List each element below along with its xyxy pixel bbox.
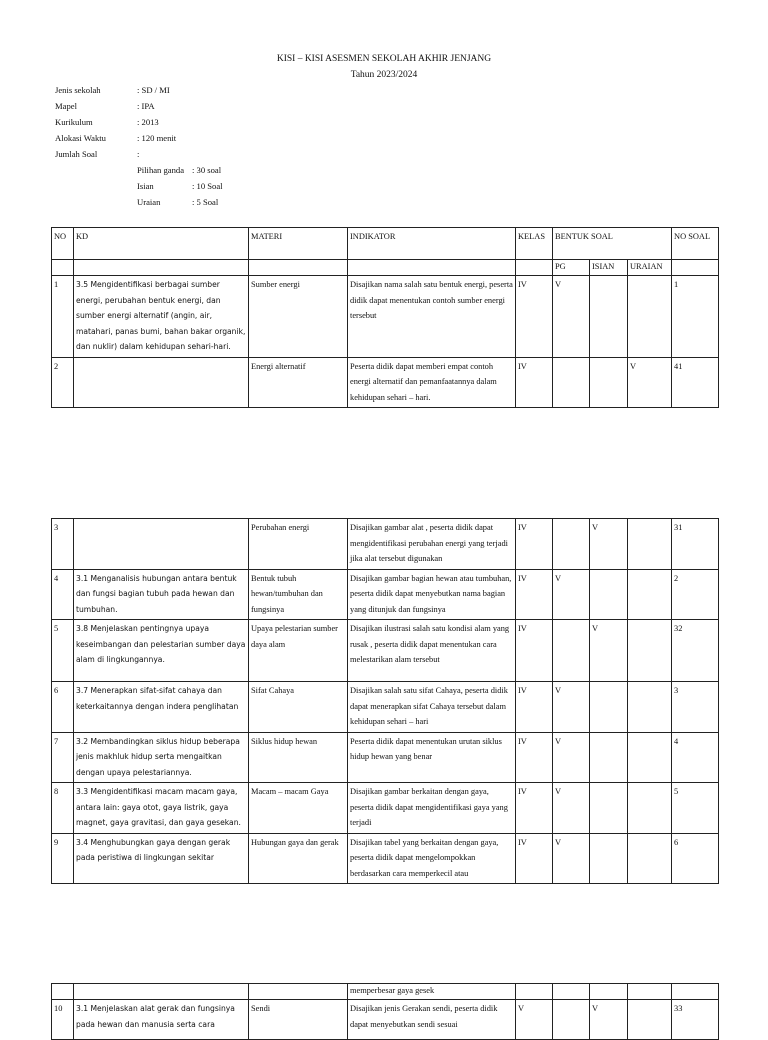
header-no-soal: NO SOAL — [672, 228, 719, 260]
cell-pg: V — [553, 732, 590, 783]
document-title: KISI – KISI ASESMEN SEKOLAH AKHIR JENJANG — [276, 54, 492, 64]
cell-materi: Sendi — [249, 1000, 348, 1040]
soal-breakdown — [137, 165, 337, 213]
cell-pg: V — [553, 276, 590, 358]
soal-value: : 5 Soal — [192, 197, 219, 207]
cell-no: 3 — [52, 519, 74, 570]
cell-uraian — [628, 783, 672, 834]
cell-pg — [553, 357, 590, 408]
cell-kd: 3.3 Mengidentifikasi macam macam gaya, antara lain: gaya otot, gaya listrik, gaya magnet, gaya gravitasi, dan gaya gesekan. — [74, 783, 249, 834]
cell-isian — [590, 783, 628, 834]
cell-no-soal: 32 — [672, 620, 719, 682]
cell-kelas: IV — [516, 783, 553, 834]
cell-indikator: Disajikan gambar berkaitan dengan gaya, peserta didik dapat mengidentifikasi gaya yang terjadi — [348, 783, 516, 834]
cell-indikator: Disajikan ilustrasi salah satu kondisi alam yang rusak , peserta didik dapat menentukan cara melestarikan alam tersebut — [348, 620, 516, 682]
cell-indikator: Disajikan tabel yang berkaitan dengan gaya, peserta didik dapat mengelompokkan berdasarkan cara memperkecil atau — [348, 833, 516, 884]
cell-no: 8 — [52, 783, 74, 834]
cell-uraian — [628, 519, 672, 570]
cell-materi: Hubungan gaya dan gerak — [249, 833, 348, 884]
blank-cell — [516, 984, 553, 1000]
cell-kelas: IV — [516, 569, 553, 620]
header-pg: PG — [553, 260, 590, 276]
cell-pg: V — [553, 783, 590, 834]
meta-value: : — [137, 149, 140, 159]
cell-no: 4 — [52, 569, 74, 620]
cell-kd — [74, 519, 249, 570]
cell-kd: 3.4 Menghubungkan gaya dengan gerak pada peristiwa di lingkungan sekitar — [74, 833, 249, 884]
cell-no: 1 — [52, 276, 74, 358]
header-isian: ISIAN — [590, 260, 628, 276]
meta-label: Alokasi Waktu — [55, 133, 106, 143]
header-indikator: INDIKATOR — [348, 228, 516, 260]
cell-materi: Energi alternatif — [249, 357, 348, 408]
blank-cell — [672, 260, 719, 276]
cell-no-soal: 2 — [672, 569, 719, 620]
soal-label: Isian — [137, 181, 154, 191]
header-bentuk-soal: BENTUK SOAL — [553, 228, 672, 260]
cell-materi: Sifat Cahaya — [249, 682, 348, 733]
kisi-table-page-1 — [51, 227, 719, 408]
cell-pg: V — [553, 833, 590, 884]
cell-uraian — [628, 620, 672, 682]
cell-no: 5 — [52, 620, 74, 682]
cell-kelas: IV — [516, 833, 553, 884]
cell-isian — [590, 682, 628, 733]
cell-kd: 3.8 Menjelaskan pentingnya upaya keseimbangan dan pelestarian sumber daya alam di lingkungannya. — [74, 620, 249, 682]
continuation-row — [52, 984, 719, 1000]
cell-isian — [590, 569, 628, 620]
metadata-block — [55, 85, 355, 165]
meta-value: : SD / MI — [137, 85, 170, 95]
cell-pg — [553, 620, 590, 682]
blank-cell — [74, 984, 249, 1000]
table-row — [52, 569, 719, 620]
kisi-table-page-2 — [51, 518, 719, 884]
blank-cell — [249, 984, 348, 1000]
table-row — [52, 1000, 719, 1040]
cell-isian — [590, 276, 628, 358]
cell-materi: Sumber energi — [249, 276, 348, 358]
cell-isian — [590, 833, 628, 884]
cell-kelas: IV — [516, 732, 553, 783]
soal-label: Uraian — [137, 197, 161, 207]
table-row — [52, 620, 719, 682]
meta-value: : 120 menit — [137, 133, 177, 143]
cell-indikator: Disajikan salah satu sifat Cahaya, peserta didik dapat menerapkan sifat Cahaya tersebut dalam kehidupan sehari – hari — [348, 682, 516, 733]
blank-cell — [628, 984, 672, 1000]
cell-uraian — [628, 682, 672, 733]
meta-value: : IPA — [137, 101, 155, 111]
blank-cell — [52, 260, 74, 276]
cell-kelas: V — [516, 1000, 553, 1040]
meta-label: Kurikulum — [55, 117, 93, 127]
cell-no-soal: 1 — [672, 276, 719, 358]
cell-kd: 3.2 Membandingkan siklus hidup beberapa jenis makhluk hidup serta mengaitkan dengan upaya pelestariannya. — [74, 732, 249, 783]
cell-isian: V — [590, 519, 628, 570]
cell-indikator: Disajikan gambar bagian hewan atau tumbuhan, peserta didik dapat menyebutkan nama bagian yang ditunjuk dan fungsinya — [348, 569, 516, 620]
cell-kd: 3.1 Menjelaskan alat gerak dan fungsinya pada hewan dan manusia serta cara — [74, 1000, 249, 1040]
blank-cell — [590, 984, 628, 1000]
blank-cell — [516, 260, 553, 276]
cell-indikator: Peserta didik dapat memberi empat contoh energi alternatif dan pemanfaatannya dalam kehidupan sehari – hari. — [348, 357, 516, 408]
cell-no: 7 — [52, 732, 74, 783]
cell-kelas: IV — [516, 519, 553, 570]
cell-uraian — [628, 732, 672, 783]
cell-no-soal: 41 — [672, 357, 719, 408]
header-materi: MATERI — [249, 228, 348, 260]
cell-no-soal: 3 — [672, 682, 719, 733]
table-row — [52, 833, 719, 884]
cell-no-soal: 31 — [672, 519, 719, 570]
cell-indikator-continued: memperbesar gaya gesek — [348, 984, 516, 1000]
document-year: Tahun 2023/2024 — [350, 70, 418, 80]
cell-materi: Upaya pelestarian sumber daya alam — [249, 620, 348, 682]
cell-no: 10 — [52, 1000, 74, 1040]
header-uraian: URAIAN — [628, 260, 672, 276]
cell-materi: Perubahan energi — [249, 519, 348, 570]
cell-indikator: Disajikan jenis Gerakan sendi, peserta didik dapat menyebutkan sendi sesuai — [348, 1000, 516, 1040]
blank-cell — [553, 984, 590, 1000]
cell-uraian — [628, 1000, 672, 1040]
meta-label: Mapel — [55, 101, 77, 111]
cell-pg — [553, 519, 590, 570]
cell-kd: 3.7 Menerapkan sifat-sifat cahaya dan keterkaitannya dengan indera penglihatan — [74, 682, 249, 733]
cell-pg: V — [553, 682, 590, 733]
cell-no: 9 — [52, 833, 74, 884]
cell-materi: Macam – macam Gaya — [249, 783, 348, 834]
soal-value: : 30 soal — [192, 165, 222, 175]
blank-cell — [348, 260, 516, 276]
blank-cell — [74, 260, 249, 276]
cell-indikator: Disajikan gambar alat , peserta didik dapat mengidentifikasi perubahan energi yang terjadi jika alat tersebut digunakan — [348, 519, 516, 570]
cell-kelas: IV — [516, 276, 553, 358]
blank-cell — [672, 984, 719, 1000]
cell-kd — [74, 357, 249, 408]
cell-kd: 3.5 Mengidentifikasi berbagai sumber energi, perubahan bentuk energi, dan sumber energi alternatif (angin, air, matahari, panas bumi, bahan bakar organik, dan nuklir) dalam kehidupan sehari-hari. — [74, 276, 249, 358]
cell-pg: V — [553, 569, 590, 620]
table-row — [52, 783, 719, 834]
subheader-row — [52, 260, 719, 276]
meta-value: : 2013 — [137, 117, 159, 127]
cell-kelas: IV — [516, 357, 553, 408]
header-kelas: KELAS — [516, 228, 553, 260]
table-row — [52, 682, 719, 733]
soal-value: : 10 Soal — [192, 181, 223, 191]
cell-no-soal: 4 — [672, 732, 719, 783]
cell-isian — [590, 357, 628, 408]
table-row — [52, 732, 719, 783]
table-row — [52, 276, 719, 358]
cell-isian — [590, 732, 628, 783]
cell-uraian — [628, 276, 672, 358]
cell-uraian: V — [628, 357, 672, 408]
meta-label: Jenis sekolah — [55, 85, 101, 95]
cell-indikator: Peserta didik dapat menentukan urutan siklus hidup hewan yang benar — [348, 732, 516, 783]
blank-cell — [52, 984, 74, 1000]
header-kd: KD — [74, 228, 249, 260]
cell-uraian — [628, 833, 672, 884]
table-row — [52, 357, 719, 408]
cell-kd: 3.1 Menganalisis hubungan antara bentuk dan fungsi bagian tubuh pada hewan dan tumbuhan. — [74, 569, 249, 620]
kisi-table-page-3 — [51, 983, 719, 1040]
meta-label: Jumlah Soal — [55, 149, 98, 159]
cell-materi: Siklus hidup hewan — [249, 732, 348, 783]
table-row — [52, 519, 719, 570]
cell-no-soal: 5 — [672, 783, 719, 834]
cell-pg — [553, 1000, 590, 1040]
cell-no: 2 — [52, 357, 74, 408]
cell-kelas: IV — [516, 682, 553, 733]
cell-isian: V — [590, 620, 628, 682]
blank-cell — [249, 260, 348, 276]
cell-indikator: Disajikan nama salah satu bentuk energi, peserta didik dapat menentukan contoh sumber energi tersebut — [348, 276, 516, 358]
cell-uraian — [628, 569, 672, 620]
cell-no: 6 — [52, 682, 74, 733]
cell-kelas: IV — [516, 620, 553, 682]
cell-isian: V — [590, 1000, 628, 1040]
cell-materi: Bentuk tubuh hewan/tumbuhan dan fungsinya — [249, 569, 348, 620]
header-no: NO — [52, 228, 74, 260]
cell-no-soal: 33 — [672, 1000, 719, 1040]
soal-label: Pilihan ganda — [137, 165, 185, 175]
cell-no-soal: 6 — [672, 833, 719, 884]
header-row — [52, 228, 719, 260]
